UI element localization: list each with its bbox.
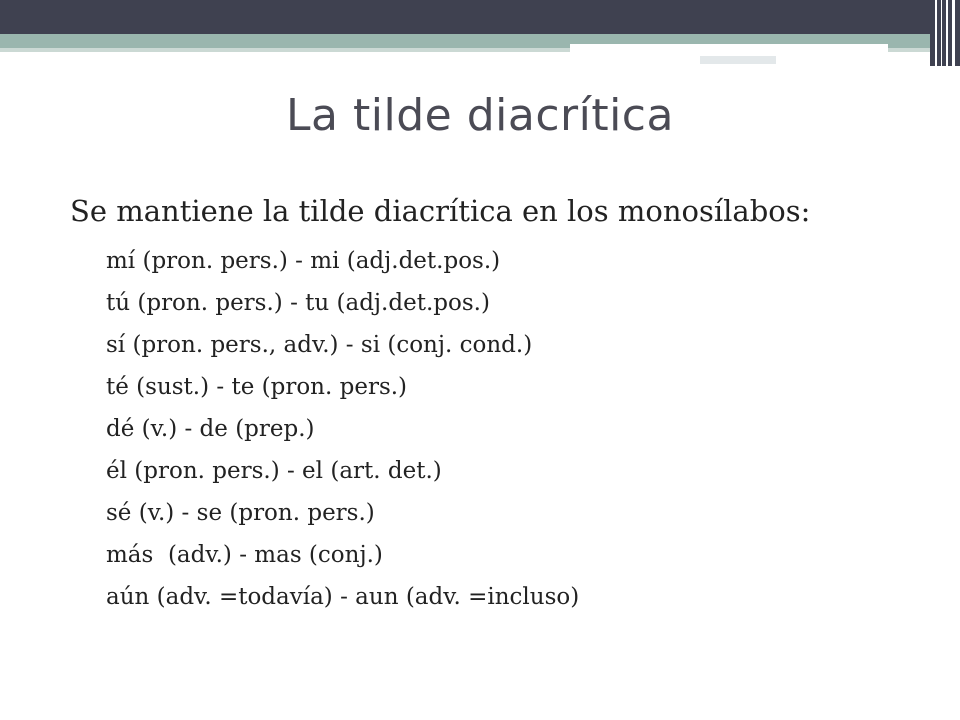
list-item: mí (pron. pers.) - mi (adj.det.pos.) — [106, 248, 501, 274]
lead-text: Se mantiene la tilde diacrítica en los monosílabos: — [70, 194, 811, 228]
list-item: tú (pron. pers.) - tu (adj.det.pos.) — [106, 290, 490, 316]
list-item: dé (v.) - de (prep.) — [106, 416, 315, 442]
corner-stripe — [935, 0, 937, 66]
list-item: sé (v.) - se (pron. pers.) — [106, 500, 375, 526]
list-item: sí (pron. pers., adv.) - si (conj. cond.) — [106, 332, 533, 358]
header-notch-small — [700, 56, 776, 64]
corner-stripe — [952, 0, 955, 66]
list-item: aún (adv. =todavía) - aun (adv. =incluso) — [106, 584, 580, 610]
header-notch — [570, 44, 888, 54]
monosyllable-list — [106, 240, 579, 618]
list-item: más (adv.) - mas (conj.) — [106, 542, 383, 568]
list-item: él (pron. pers.) - el (art. det.) — [106, 458, 442, 484]
top-dark-bar — [0, 0, 960, 36]
corner-stripe — [941, 0, 942, 66]
list-item: té (sust.) - te (pron. pers.) — [106, 374, 408, 400]
slide-title: La tilde diacrítica — [286, 90, 674, 141]
corner-stripe — [946, 0, 948, 66]
